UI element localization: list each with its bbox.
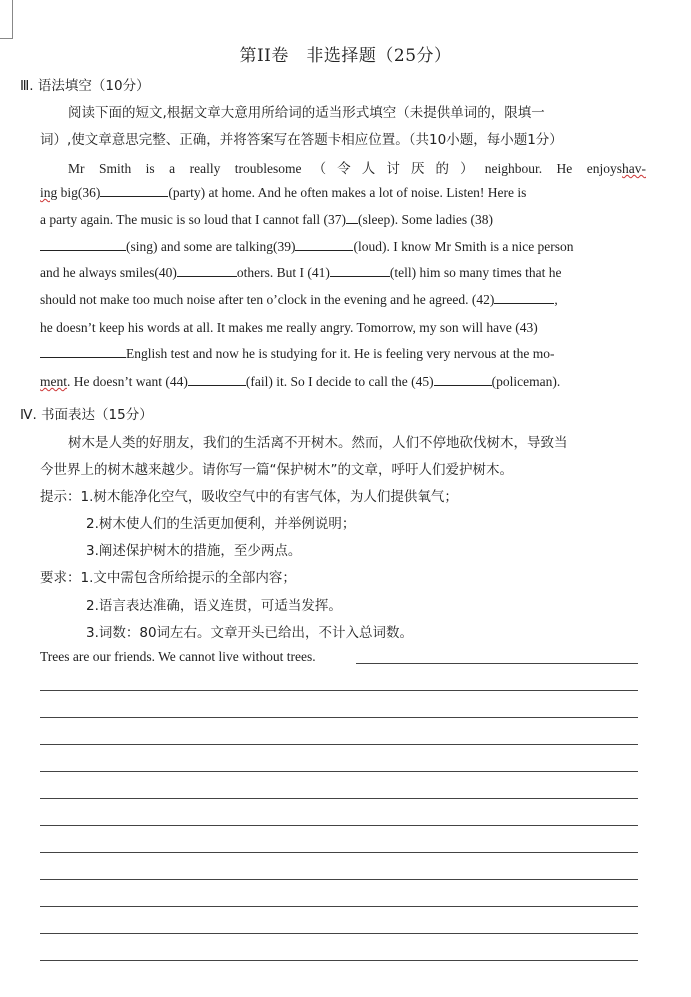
writing-line-5[interactable] bbox=[40, 798, 638, 799]
passage-line-7: he doesn’t keep his words at all. It makes me really angry. Tomorrow, my son will have (43) bbox=[40, 320, 538, 335]
passage-line-3: a party again. The music is so loud that I cannot fall (37) (sleep). Some ladies (38) bbox=[40, 212, 494, 227]
writing-line-0[interactable] bbox=[356, 663, 638, 664]
blank-42[interactable] bbox=[494, 292, 554, 304]
blank-45[interactable] bbox=[434, 374, 492, 386]
section4-heading: Ⅳ. 书面表达（15分） bbox=[20, 407, 153, 423]
page-corner-mark bbox=[0, 0, 13, 39]
passage-line-5: and he always smiles(40) others. But I (41) (tell) him so many times that he bbox=[40, 265, 562, 280]
writing-line-2[interactable] bbox=[40, 717, 638, 718]
writing-line-11[interactable] bbox=[40, 960, 638, 961]
requirement-line-2: 2.语言表达准确，语义连贯，可适当发挥。 bbox=[86, 598, 342, 614]
writing-line-3[interactable] bbox=[40, 744, 638, 745]
blank-36[interactable] bbox=[100, 185, 168, 197]
passage-line-6: should not make too much noise after ten o’clock in the evening and he agreed. (42) , bbox=[40, 292, 558, 307]
passage-line-2: ing big(36) (party) at home. And he often makes a lot of noise. Listen! Here is bbox=[40, 185, 527, 200]
essay-opening: Trees are our friends. We cannot live without trees. bbox=[40, 649, 316, 664]
blank-40[interactable] bbox=[177, 265, 237, 277]
blank-43[interactable] bbox=[40, 346, 126, 358]
writing-line-10[interactable] bbox=[40, 933, 638, 934]
requirement-line-3: 3.词数：80词左右。文章开头已给出，不计入总词数。 bbox=[86, 625, 414, 641]
section3-heading: Ⅲ. 语法填空（10分） bbox=[20, 78, 150, 94]
passage-line-4: (sing) and some are talking(39) (loud). I know Mr Smith is a nice person bbox=[40, 239, 646, 255]
section3-instruction-line2: 词）,使文章意思完整、正确，并将答案写在答题卡相应位置。（共10小题，每小题1分） bbox=[40, 132, 563, 148]
section3-instruction-line1: 阅读下面的短文,根据文章大意用所给词的适当形式填空（未提供单词的，限填一 bbox=[68, 105, 545, 121]
writing-line-9[interactable] bbox=[40, 906, 638, 907]
writing-line-6[interactable] bbox=[40, 825, 638, 826]
writing-line-4[interactable] bbox=[40, 771, 638, 772]
requirement-line-1: 要求：1.文中需包含所给提示的全部内容； bbox=[40, 570, 296, 586]
blank-39[interactable] bbox=[295, 239, 353, 251]
blank-38[interactable] bbox=[40, 239, 126, 251]
section4-intro-line2: 今世界上的树木越来越少。请你写一篇“保护树木”的文章，呼吁人们爱护树木。 bbox=[40, 462, 513, 478]
passage-line-8: English test and now he is studying for it. He is feeling very nervous at the mo- bbox=[40, 346, 646, 362]
passage-line-1: Mr Smith is a really troublesome（令人讨厌的）neighbour. He enjoyshav- bbox=[68, 161, 646, 176]
passage-line-9: ment. He doesn’t want (44) (fail) it. So I decide to call the (45) (policeman). bbox=[40, 374, 561, 389]
hint-line-2: 2.树木使人们的生活更加便利，并举例说明； bbox=[86, 516, 356, 532]
section4-intro-line1: 树木是人类的好朋友，我们的生活离不开树木。然而，人们不停地砍伐树木，导致当 bbox=[68, 435, 568, 451]
hint-line-1: 提示：1.树木能净化空气，吸收空气中的有害气体，为人们提供氧气； bbox=[40, 489, 458, 505]
page-title: 第II卷 非选择题（25分） bbox=[239, 46, 452, 66]
blank-37[interactable] bbox=[346, 212, 358, 224]
writing-line-8[interactable] bbox=[40, 879, 638, 880]
writing-line-7[interactable] bbox=[40, 852, 638, 853]
blank-41[interactable] bbox=[330, 265, 390, 277]
blank-44[interactable] bbox=[188, 374, 246, 386]
hint-line-3: 3.阐述保护树木的措施，至少两点。 bbox=[86, 543, 302, 559]
writing-line-1[interactable] bbox=[40, 690, 638, 691]
